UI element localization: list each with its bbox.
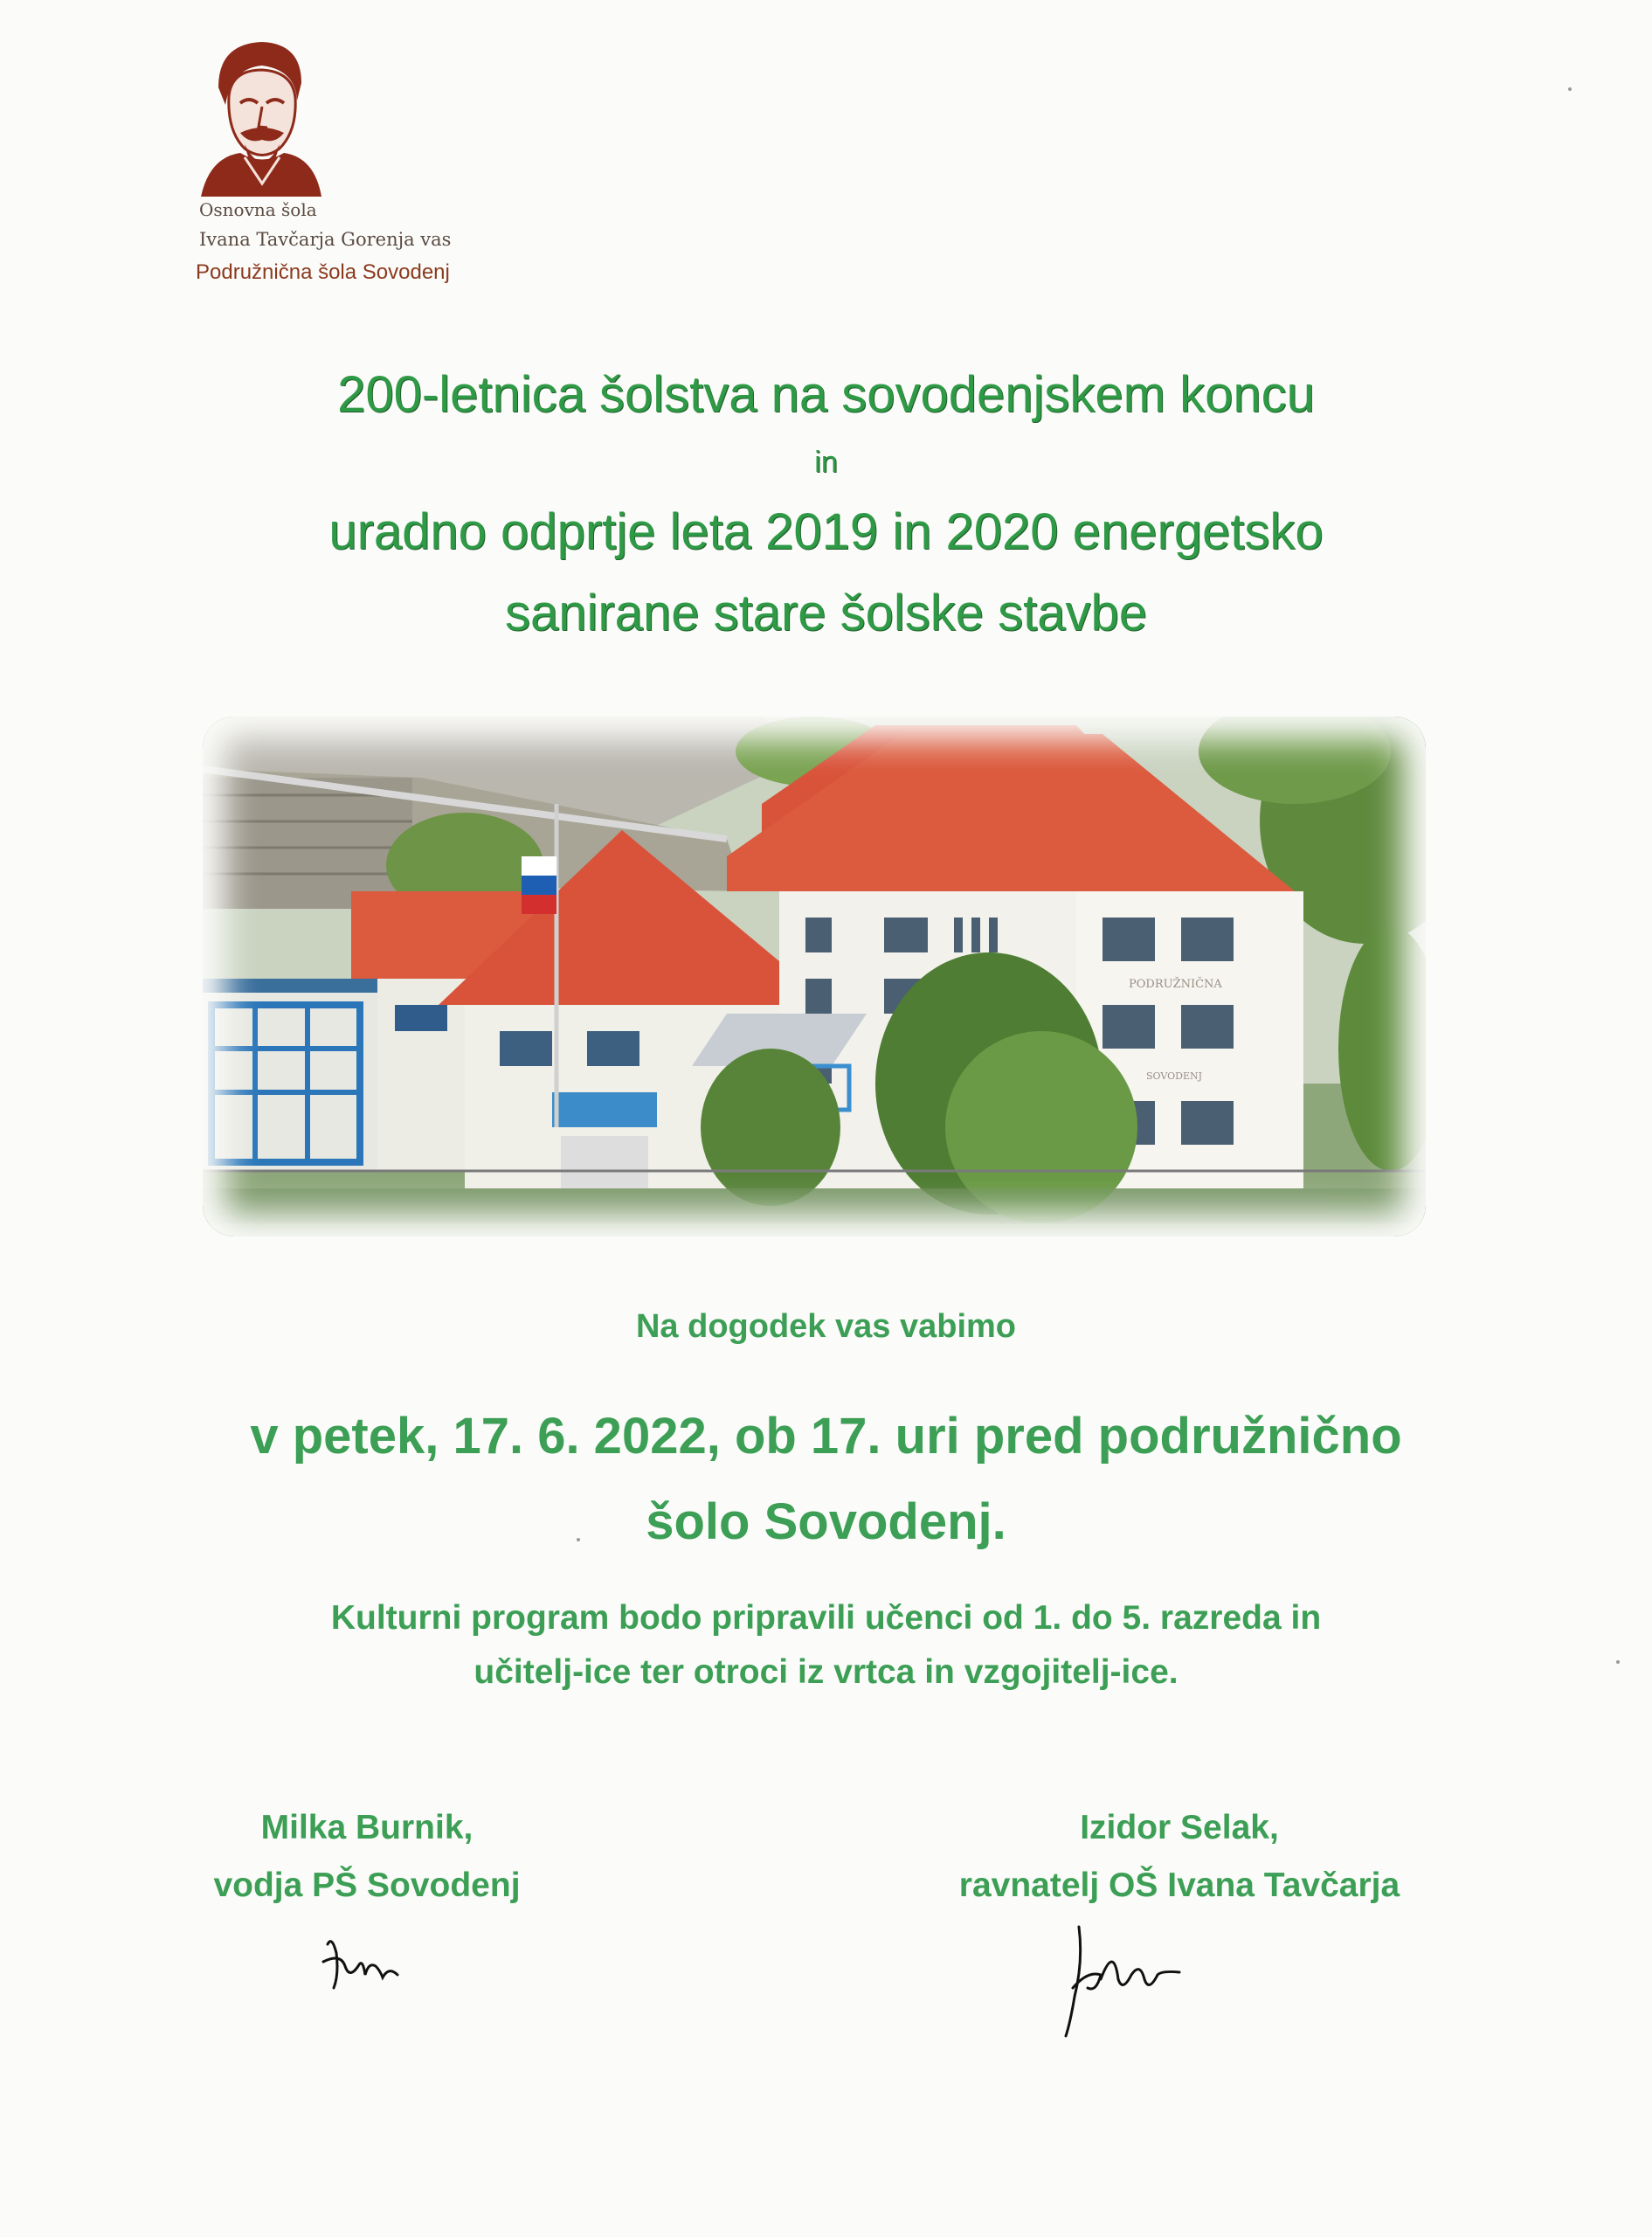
handwritten-signature-left xyxy=(315,1927,411,1997)
signer-left-role: vodja PŠ Sovodenj xyxy=(213,1866,521,1904)
event-when-line2: šolo Sovodenj. xyxy=(646,1493,1006,1550)
signer-right-name: Izidor Selak, xyxy=(1080,1809,1279,1846)
school-name-line1: Osnovna šola xyxy=(199,199,317,220)
program-line2: učitelj-ice ter otroci iz vrtca in vzgojitelj-ice. xyxy=(473,1653,1179,1691)
school-name-line2: Ivana Tavčarja Gorenja vas xyxy=(199,229,452,250)
portrait-logo-icon xyxy=(192,35,323,197)
scan-speck xyxy=(1568,87,1572,91)
title-line2: in xyxy=(814,446,838,479)
handwritten-signature-right xyxy=(1048,1909,1188,2040)
program-line1: Kulturni program bodo pripravili učenci od 1. do 5. razreda in xyxy=(330,1599,1322,1637)
branch-school-name: Podružnična šola Sovodenj xyxy=(196,260,450,284)
scan-speck xyxy=(1616,1660,1620,1664)
scan-speck xyxy=(577,1538,580,1541)
signature-block-left xyxy=(131,1809,603,1924)
event-when-line1: v petek, 17. 6. 2022, ob 17. uri pred podružnično xyxy=(250,1408,1402,1465)
signer-left-name: Milka Burnik, xyxy=(260,1809,473,1846)
school-sign-text: PODRUŽNIČNA xyxy=(1129,978,1222,991)
title-line3: uradno odprtje leta 2019 in 2020 energetsko xyxy=(328,503,1324,560)
title-line1: 200-letnica šolstva na sovodenjskem koncu xyxy=(337,366,1315,423)
school-building-photo xyxy=(203,717,1426,1236)
invite-text: Na dogodek vas vabimo xyxy=(635,1308,1016,1345)
school-sign-text-2: SOVODENJ xyxy=(1146,1070,1203,1082)
signature-block-right xyxy=(917,1809,1441,1924)
signer-right-role: ravnatelj OŠ Ivana Tavčarja xyxy=(958,1866,1400,1904)
title-line4: sanirane stare šolske stavbe xyxy=(504,585,1148,641)
